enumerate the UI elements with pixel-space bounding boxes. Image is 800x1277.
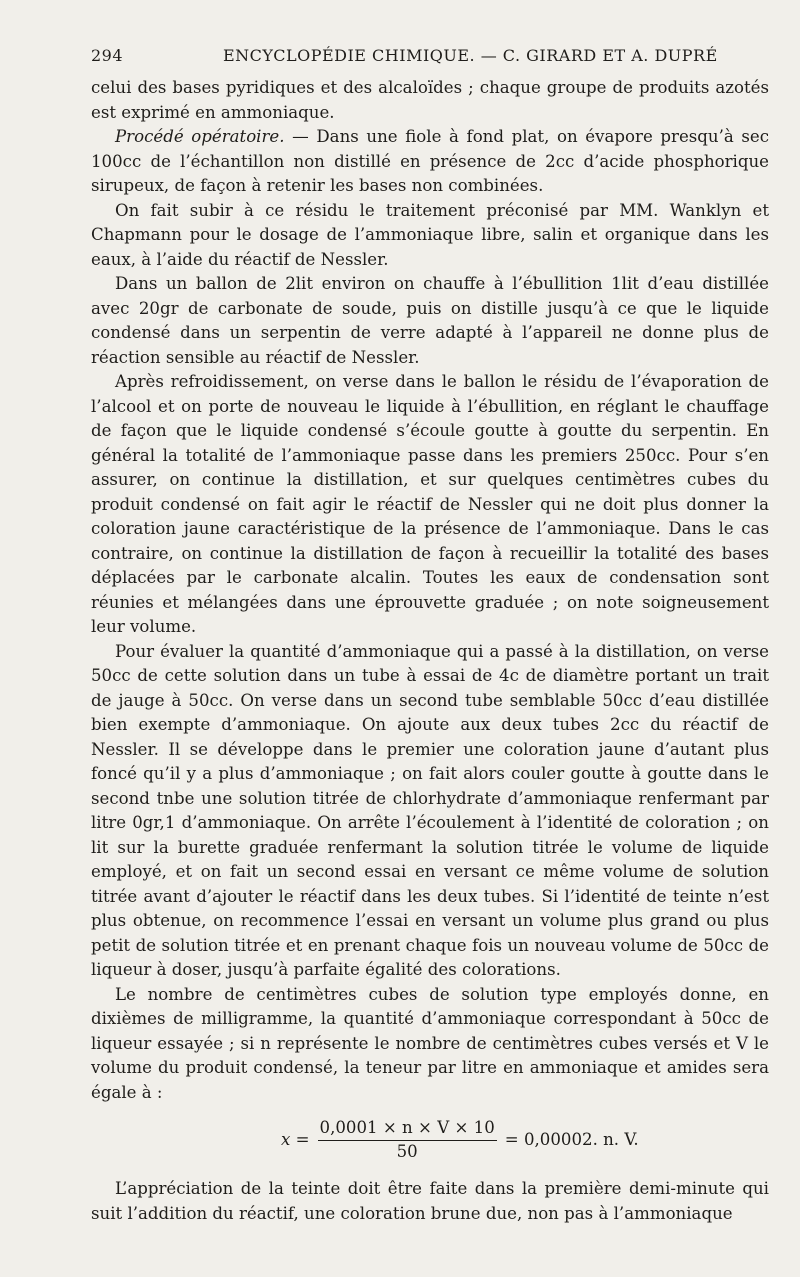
page-number: 294 — [91, 46, 124, 65]
procedure-text: — Dans une fiole à fond plat, on évapore presqu’à sec 100cc de l’échantillon non distillé en présence de 2cc d’acide phosphorique sirupeux, de façon à retenir les bases non combinées. — [91, 127, 770, 195]
running-head: ENCYCLOPÉDIE CHIMIQUE. — C. GIRARD ET A. DUPRÉ — [223, 46, 718, 65]
formula-numerator: 0,0001 × n × V × 10 — [318, 1117, 497, 1141]
page-header — [91, 40, 770, 68]
body-text — [91, 76, 769, 1226]
formula-rhs: = 0,00002. n. V. — [504, 1129, 639, 1149]
formula-lhs: x = — [281, 1129, 310, 1149]
paragraph-calcul: Le nombre de centimètres cubes de solution type employés donne, en dixièmes de milligramme, la quantité d’ammoniaque correspondant à 50cc de liqueur essayée ; si n représente le nombre de centimètres cubes versés et V le volume du produit condensé, la teneur par litre en ammoniaque et amides sera égale à : — [91, 984, 769, 1102]
paragraph-ballon: Dans un ballon de 2lit environ on chauffe à l’ébullition 1lit d’eau distillée avec 20gr de carbonate de soude, puis on distille jusqu’à ce que le liquide condensé dans un serpentin de verre adapté à l’appareil ne donne plus de réaction sensible au réactif de Nessler. — [91, 274, 769, 367]
formula-denominator: 50 — [396, 1142, 418, 1161]
paragraph-continuation: celui des bases pyridiques et des alcaloïdes ; chaque groupe de produits azotés est exprimé en ammoniaque. — [91, 78, 769, 122]
paragraph-wanklyn: On fait subir à ce résidu le traitement préconisé par MM. Wanklyn et Chapmann pour le dosage de l’ammoniaque libre, salin et organique dans les eaux, à l’aide du réactif de Nessler. — [91, 200, 769, 269]
paragraph-refroidissement: Après refroidissement, on verse dans le ballon le résidu de l’évaporation de l’alcool et on porte de nouveau le liquide à l’ébullition, en réglant le chauffage de façon que le liquide condensé s’écoule goutte à goutte du serpentin. En général la totalité de l’ammoniaque passe dans les premiers 250cc. Pour s’en assurer, on continue la distillation, et sur quelques centimètres cubes du produit condensé on fait agir le réactif de Nessler qui ne doit plus donner la coloration jaune caractéristique de la présence de l’ammoniaque. Dans le cas contraire, on continue la distillation de façon à recueillir la totalité des bases déplacées par le carbonate alcalin. Toutes les eaux de condensation sont réunies et mélangées dans une éprouvette graduée ; on note soigneusement leur volume. — [91, 372, 769, 636]
paragraph-procedure — [91, 125, 769, 199]
paragraph-appreciation: L’appréciation de la teinte doit être faite dans la première demi-minute qui suit l’addition du réactif, une coloration brune due, non pas à l’ammoniaque — [91, 1179, 769, 1223]
paragraph-evaluation: Pour évaluer la quantité d’ammoniaque qui a passé à la distillation, on verse 50cc de cette solution dans un tube à essai de 4c de diamètre portant un trait de jauge à 50cc. On verse dans un second tube semblable 50cc d’eau distillée bien exempte d’ammoniaque. On ajoute aux deux tubes 2cc du réactif de Nessler. Il se développe dans le premier une coloration jaune d’autant plus foncé qu’il y a plus d’ammoniaque ; on fait alors couler goutte à goutte dans le second tnbe une solution titrée de chlorhydrate d’ammoniaque renfermant par litre 0gr,1 d’ammoniaque. On arrête l’écoulement à l’identité de coloration ; on lit sur la burette graduée renfermant la solution titrée le volume de liquide employé, et on fait un second essai en versant ce même volume de solution titrée avant d’ajouter le réactif dans les deux tubes. Si l’identité de teinte n’est plus obtenue, on recommence l’essai en versant un volume plus grand ou plus petit de solution titrée et en prenant chaque fois un nouveau volume de 50cc de liqueur à doser, jusqu’à parfaite égalité des colorations. — [91, 641, 769, 979]
formula-fraction — [318, 1117, 497, 1163]
formula — [91, 1117, 769, 1163]
procedure-heading: Procédé opératoire. — [115, 127, 285, 146]
